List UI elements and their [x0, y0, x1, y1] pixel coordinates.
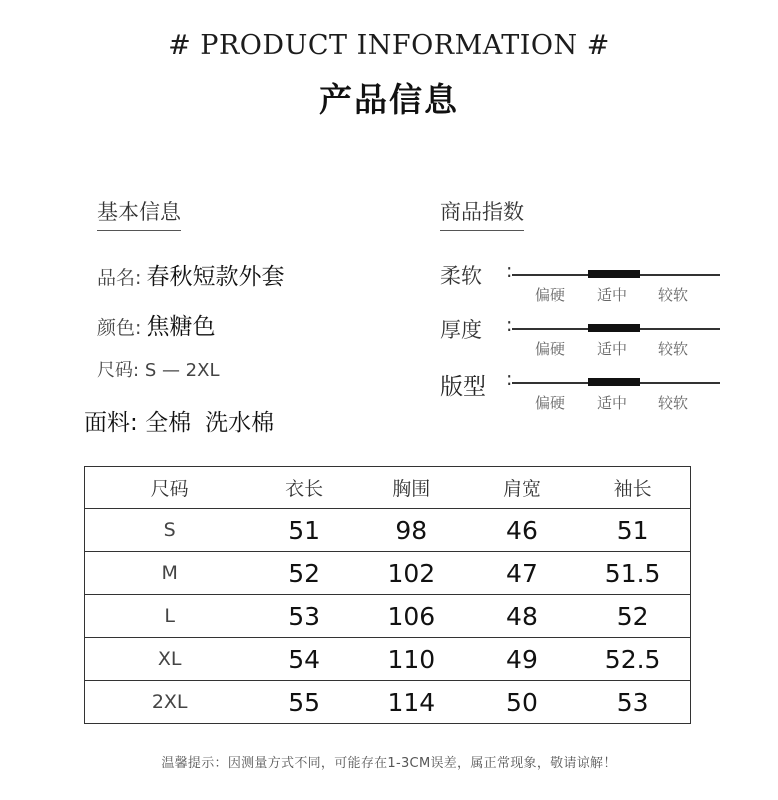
index-level-marker [588, 324, 640, 332]
table-cell: 53 [254, 595, 354, 638]
table-cell: S [85, 509, 255, 552]
scale-label-hard: 偏硬 [535, 286, 566, 304]
info-row-color [97, 308, 216, 341]
table-cell: 47 [469, 552, 576, 595]
table-cell: 51.5 [575, 552, 690, 595]
table-cell: M [85, 552, 255, 595]
table-cell: 2XL [85, 681, 255, 724]
index-label: 版型 [440, 374, 486, 400]
info-row-size [97, 356, 220, 382]
basic-info-title: 基本信息 [97, 196, 181, 231]
info-row-fabric [84, 404, 274, 437]
index-colon: : [506, 368, 513, 390]
header-size: 尺码 [85, 467, 255, 509]
table-cell: 50 [469, 681, 576, 724]
index-label: 柔软 [440, 264, 482, 288]
index-row-fit [440, 368, 730, 418]
table-row [85, 681, 691, 724]
table-cell: 114 [354, 681, 469, 724]
table-row [85, 595, 691, 638]
header-sleeve: 袖长 [575, 467, 690, 509]
fabric-value-1: 全棉 [145, 410, 192, 436]
scale-label-medium: 适中 [597, 286, 628, 304]
scale-label-hard: 偏硬 [535, 340, 566, 358]
index-row-softness [440, 260, 730, 310]
color-value: 焦糖色 [146, 314, 216, 340]
info-row-name [97, 258, 285, 291]
name-label: 品名: [97, 267, 142, 289]
table-cell: L [85, 595, 255, 638]
scale-label-hard: 偏硬 [535, 394, 566, 412]
color-label: 颜色: [97, 317, 142, 339]
table-cell: 51 [254, 509, 354, 552]
fabric-value-2: 洗水棉 [205, 410, 275, 436]
size-label: 尺码: [97, 360, 140, 381]
table-cell: XL [85, 638, 255, 681]
table-cell: 52 [575, 595, 690, 638]
table-cell: 52 [254, 552, 354, 595]
scale-label-soft: 较软 [658, 340, 689, 358]
table-cell: 48 [469, 595, 576, 638]
table-cell: 49 [469, 638, 576, 681]
name-value: 春秋短款外套 [146, 264, 285, 290]
scale-label-medium: 适中 [597, 394, 628, 412]
header-chest: 胸围 [354, 467, 469, 509]
table-row [85, 638, 691, 681]
table-cell: 102 [354, 552, 469, 595]
table-row [85, 552, 691, 595]
index-row-thickness [440, 314, 730, 364]
size-value: S — 2XL [144, 360, 220, 381]
table-header-row [85, 467, 691, 509]
index-colon: : [506, 314, 513, 336]
scale-label-medium: 适中 [597, 340, 628, 358]
table-cell: 110 [354, 638, 469, 681]
index-colon: : [506, 260, 513, 282]
table-cell: 55 [254, 681, 354, 724]
header-length: 衣长 [254, 467, 354, 509]
table-cell: 106 [354, 595, 469, 638]
scale-label-soft: 较软 [658, 286, 689, 304]
header-title-cn-wrapper [0, 74, 778, 121]
footer-note: 温馨提示：因测量方式不同，可能存在1-3CM误差，属正常现象，敬请谅解！ [161, 756, 617, 771]
table-cell: 98 [354, 509, 469, 552]
header-shoulder: 肩宽 [469, 467, 576, 509]
table-cell: 53 [575, 681, 690, 724]
index-level-marker [588, 270, 640, 278]
product-index-title: 商品指数 [440, 196, 524, 231]
index-label: 厚度 [440, 318, 482, 342]
header-title-cn [313, 74, 465, 121]
scale-label-soft: 较软 [658, 394, 689, 412]
fabric-label: 面料: [84, 410, 138, 436]
table-cell: 51 [575, 509, 690, 552]
table-row [85, 509, 691, 552]
size-table [84, 466, 691, 724]
header-title-cn-text: 产品信息 [319, 80, 459, 119]
header-title-en: # PRODUCT INFORMATION # [168, 30, 610, 61]
table-cell: 52.5 [575, 638, 690, 681]
index-level-marker [588, 378, 640, 386]
table-cell: 46 [469, 509, 576, 552]
table-cell: 54 [254, 638, 354, 681]
